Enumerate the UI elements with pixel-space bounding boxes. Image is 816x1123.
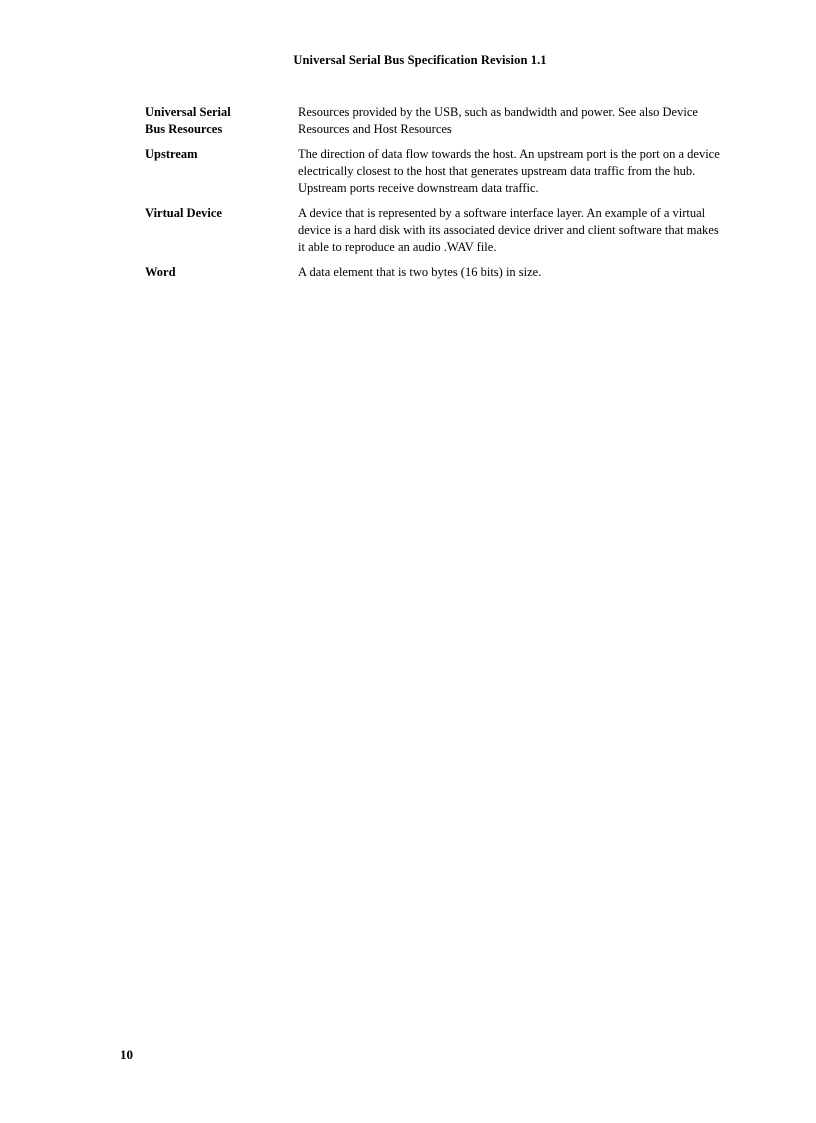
page-number: 10 [120, 1047, 133, 1062]
glossary-entry [145, 204, 725, 256]
glossary-entry [145, 103, 725, 138]
glossary-list [145, 103, 725, 288]
glossary-term-line: Word [145, 265, 176, 279]
page-header-title: Universal Serial Bus Specification Revision 1.1 [293, 53, 547, 67]
glossary-definition: A data element that is two bytes (16 bits) in size. [298, 265, 542, 279]
glossary-term [145, 103, 298, 138]
glossary-term [145, 204, 298, 222]
glossary-definition: The direction of data flow towards the host. An upstream port is the port on a device electrically closest to the host that generates upstream data traffic from the hub. Upstream ports receive downstream data traffic. [298, 147, 720, 195]
glossary-definition: Resources provided by the USB, such as bandwidth and power. See also Device Resources and Host Resources [298, 105, 698, 136]
glossary-term-line: Virtual Device [145, 206, 222, 220]
glossary-definition: A device that is represented by a software interface layer. An example of a virtual device is a hard disk with its associated device driver and client software that makes it able to reproduce an audio .WAV file. [298, 206, 719, 254]
glossary-term [145, 145, 298, 163]
glossary-term [145, 263, 298, 281]
glossary-term-line: Bus Resources [145, 122, 223, 136]
glossary-entry [145, 263, 725, 281]
glossary-term-line: Upstream [145, 147, 198, 161]
glossary-term-line: Universal Serial [145, 105, 231, 119]
glossary-entry [145, 145, 725, 197]
